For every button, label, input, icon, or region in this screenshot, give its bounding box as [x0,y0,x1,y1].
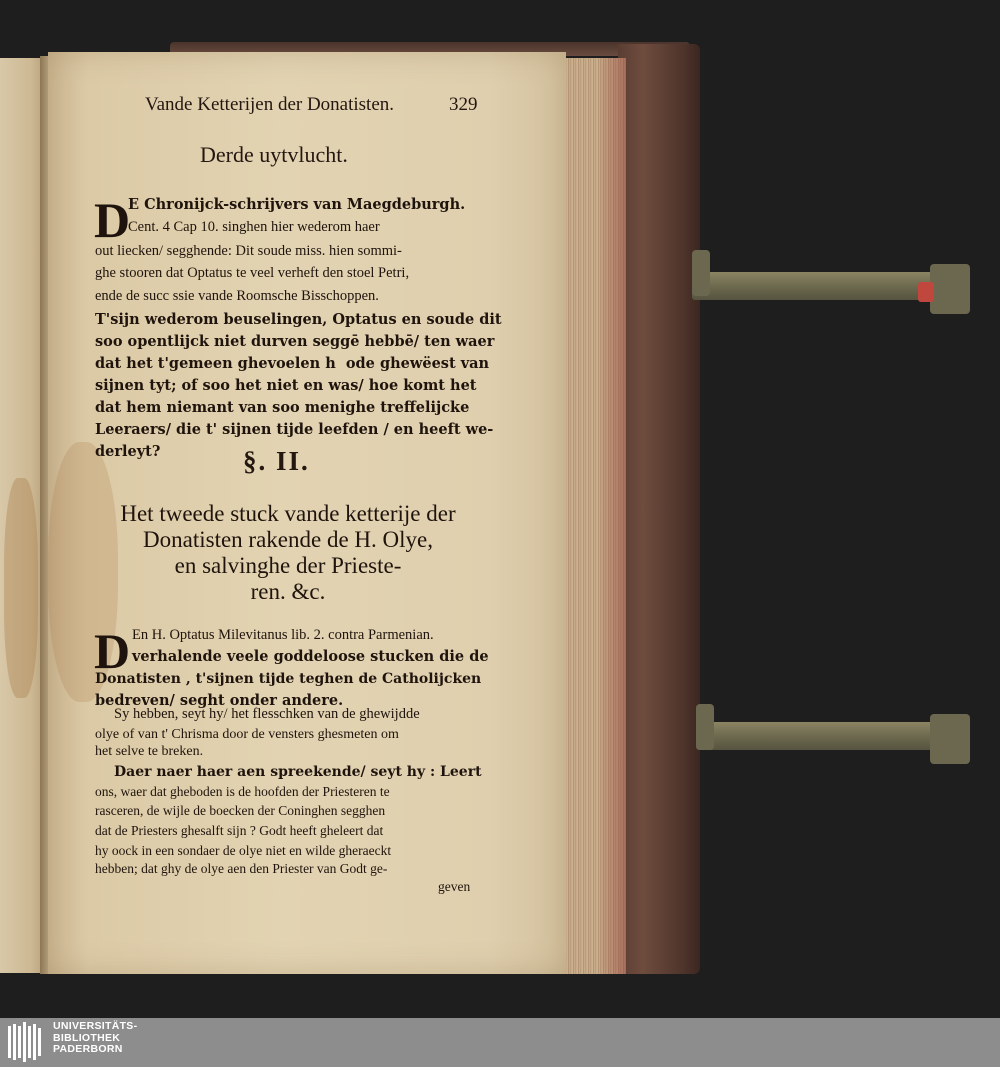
page-number: 329 [449,94,478,115]
paragraph-1-line-2: Cent. 4 Cap 10. singhen hier wederom haer [128,219,380,235]
paragraph-2-line-9: ons, waer dat gheboden is de hoofden der Priesteren te [95,784,390,799]
left-page-edge [0,58,44,973]
paragraph-1-line-5: ende de succ ssie vande Roomsche Bisschoppen. [95,288,379,304]
paragraph-2-line-2: verhalende veele goddeloose stucken die de [132,648,489,665]
catchword: geven [438,879,471,894]
university-logo-icon [8,1022,46,1062]
section-heading-line-3: en salvinghe der Prieste- [174,553,402,578]
paragraph-2-line-10: rasceren, de wijle de boecken der Coninghen segghen [95,803,386,818]
paragraph-2-line-12: hy oock in een sondaer de olye niet en wilde gheraeckt [95,843,392,858]
book-cover-spine [618,44,700,974]
bottom-clasp [696,722,962,750]
paragraph-1-line-1: E Chronijck-schrijvers van Maegdeburgh. [128,196,466,213]
footer-bar [0,1018,1000,1067]
bottom-clasp-end-left [696,704,714,750]
paragraph-2-line-8: Daer naer haer aen spreekende/ seyt hy : Leert [114,764,482,780]
paragraph-1-line-10: dat hem niemant van soo menighe treffelijcke [95,399,470,416]
paragraph-2-line-11: dat de Priesters ghesalft sijn ? Godt heeft gheleert dat [95,823,384,838]
paragraph-2-line-13: hebben; dat ghy de olye aen den Priester van Godt ge- [95,861,388,876]
stain [4,478,38,698]
red-edge-shading [600,58,626,974]
paragraph-2-line-7: het selve te breken. [95,744,204,759]
paragraph-1-line-3: out liecken/ segghende: Dit soude miss. hien sommi- [95,243,402,259]
library-name-line-2: BIBLIOTHEK [53,1031,121,1044]
red-wax-mark [918,282,934,302]
paragraph-1-line-8: dat het t'gemeen ghevoelen h ode ghewëest van [95,355,490,372]
paragraph-2-line-1: En H. Optatus Milevitanus lib. 2. contra Parmenian. [132,627,434,643]
section-mark: §. II. [243,446,310,476]
bottom-clasp-end-right [930,714,970,764]
paragraph-1-line-4: ghe stooren dat Optatus te veel verheft den stoel Petri, [95,265,410,281]
running-header: Vande Ketterijen der Donatisten. [145,94,395,115]
chapter-heading: Derde uytvlucht. [200,142,348,167]
paragraph-2-line-5: Sy hebben, seyt hy/ het flesschken van de ghewijdde [114,706,420,722]
paragraph-1-line-7: soo opentlijck niet durven seggē hebbē/ ten waer [95,333,495,350]
paragraph-1-line-9: sijnen tyt; of soo het niet en was/ hoe komt het [95,377,477,394]
library-name-line-3: PADERBORN [53,1043,123,1055]
section-heading-line-4: ren. &c. [250,579,326,604]
paragraph-2-line-6: olye of van t' Chrisma door de vensters ghesmeten om [95,727,399,742]
section-heading-line-2: Donatisten rakende de H. Olye, [143,527,433,552]
paragraph-2-line-3: Donatisten , t'sijnen tijde teghen de Catholijcken [95,671,482,687]
paragraph-1-line-11: Leeraers/ die t' sijnen tijde leefden / en heeft we- [95,421,494,438]
paragraph-2-line-4: bedreven/ seght onder andere. [95,692,344,709]
drop-cap-2: D [94,623,131,679]
library-name [53,1021,137,1056]
drop-cap-1: D [94,192,131,248]
top-clasp-end-left [692,250,710,296]
paragraph-1-line-6: T'sijn wederom beuselingen, Optatus en soude dit [95,311,502,328]
paragraph-1-line-12: derleyt? [95,443,161,460]
top-clasp-end-right [930,264,970,314]
section-heading-line-1: Het tweede stuck vande ketterije der [120,501,456,526]
library-name-line-1: UNIVERSITÄTS- [53,1020,138,1032]
